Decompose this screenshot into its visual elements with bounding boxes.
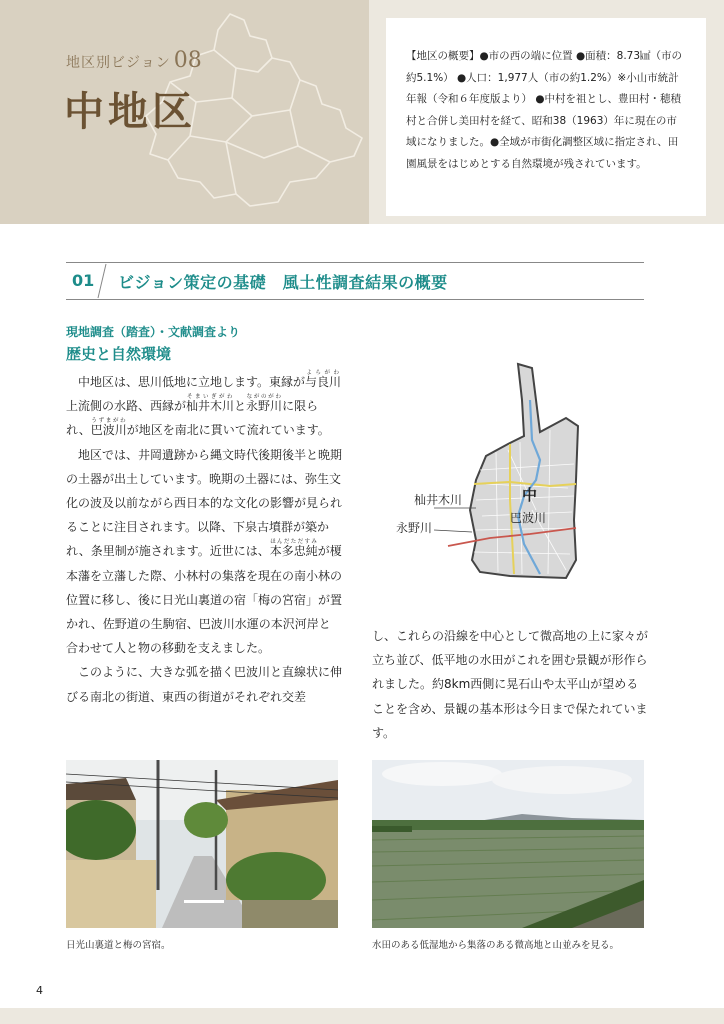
ruby-reading: うずまがわ (90, 418, 127, 425)
section-title: ビジョン策定の基礎 風土性調査結果の概要 (118, 273, 448, 292)
vision-label-text: 地区別ビジョン (66, 55, 171, 71)
ruby-reading: ながのがわ (246, 394, 283, 401)
p1-text-a: 中地区は、思川低地に立地します。東縁が (78, 375, 306, 389)
leader-nagano (434, 530, 472, 532)
district-map (390, 360, 620, 586)
ruby-reading: ほんだただすみ (269, 539, 318, 546)
ruby-base: 与良川 (305, 375, 342, 389)
ruby-base: 永野川 (246, 399, 283, 414)
overview-text: 【地区の概要】●市の西の端に位置 ●面積：8.73㎢（市の約5.1%） ●人口：1,977人（市の約1.2%）※小山市統計年報（令和６年度版より） ●中村を祖とし、豊田村・穂積村と合併し美田村を経て、昭和38（1963）年に現在の市域になりました。●全域が市街化調整区域に指定され、田園風景をはじめとする自然環境が残されています。 (406, 50, 683, 170)
section-rule-bottom (66, 299, 644, 300)
photo-caption-right: 水田のある低湿地から集落のある微高地と山並みを見る。 (372, 940, 620, 951)
photo-paddy-field (372, 760, 644, 928)
p2-text-a: 地区では、井岡遺跡から縄文時代後期後半と晩期の土器が出土しています。晩期の土器には、弥生文化の波及以前ながら西日本的な文化の影響が見られることに注目されます。以降、下泉古墳群が築かれ、条里制が施されます。近世には、 (66, 447, 343, 559)
p1-text-c: と (234, 399, 247, 414)
map-label-somaigi: 杣井木川 (414, 493, 463, 507)
paragraph-3: このように、大きな弧を描く巴波川と直線状に伸びる南北の街道、東西の街道がそれぞれ交差 (66, 665, 343, 704)
section-rule-top (66, 262, 644, 263)
section-slash-divider (96, 262, 108, 300)
map-label-center: 中 (522, 486, 538, 504)
paragraph-1 (66, 370, 342, 443)
title-panel (0, 0, 369, 224)
p2-text-b: が榎本藩を立藩した際、小林村の集落を現在の南小林の位置に移し、後に日光山裏道の宿「梅の宮宿」が置かれ、佐野道の生駒宿、巴波川水運の本沢河岸と合わせて人と物の移動を支えました。 (66, 544, 343, 656)
ruby-uzumagawa (90, 418, 127, 438)
district-overview-box (386, 18, 706, 216)
ruby-reading: そまいぎがわ (186, 394, 235, 401)
p1-text-b: 上流側の水路、西縁が (66, 399, 187, 414)
ruby-base: 本多忠純 (269, 544, 318, 559)
body-left-column (66, 370, 342, 709)
footer-band (0, 1008, 724, 1024)
map-label-uzuma: 巴波川 (510, 511, 547, 525)
photo-street-umenomiya (66, 760, 338, 928)
ruby-naganogawa (246, 394, 283, 414)
page-number: 4 (36, 984, 43, 997)
ruby-honda-tadasumi (269, 539, 318, 559)
paragraph-3-continued: し、これらの沿線を中心として微高地の上に家々が立ち並び、低平地の水田がこれを囲む景観が形作られました。約8km西側に晃石山や太平山が望めることを含め、景観の基本形は今日まで保たれています。 (372, 629, 649, 740)
section-number: 01 (72, 271, 95, 290)
p1-text-d: に限られ、 (66, 399, 319, 438)
paragraph-2 (66, 443, 342, 661)
ruby-base: 巴波川 (90, 423, 127, 438)
vision-number: 08 (173, 48, 202, 73)
photo-caption-left: 日光山裏道と梅の宮宿。 (66, 940, 171, 951)
ruby-reading: よらがわ (305, 370, 342, 376)
map-label-nagano: 永野川 (396, 521, 433, 535)
ruby-base: 杣井木川 (186, 399, 235, 414)
subsection-kicker: 現地調査（踏査）・文献調査より (66, 325, 241, 339)
body-right-column (372, 624, 648, 745)
subsection-heading: 歴史と自然環境 (66, 345, 172, 363)
ruby-yoragawa (305, 370, 342, 389)
vision-label (66, 48, 202, 73)
district-title: 中地区 (64, 88, 196, 135)
ruby-somaigigawa (186, 394, 235, 414)
p1-text-e: が地区を南北に貫いて流れています。 (126, 423, 330, 438)
